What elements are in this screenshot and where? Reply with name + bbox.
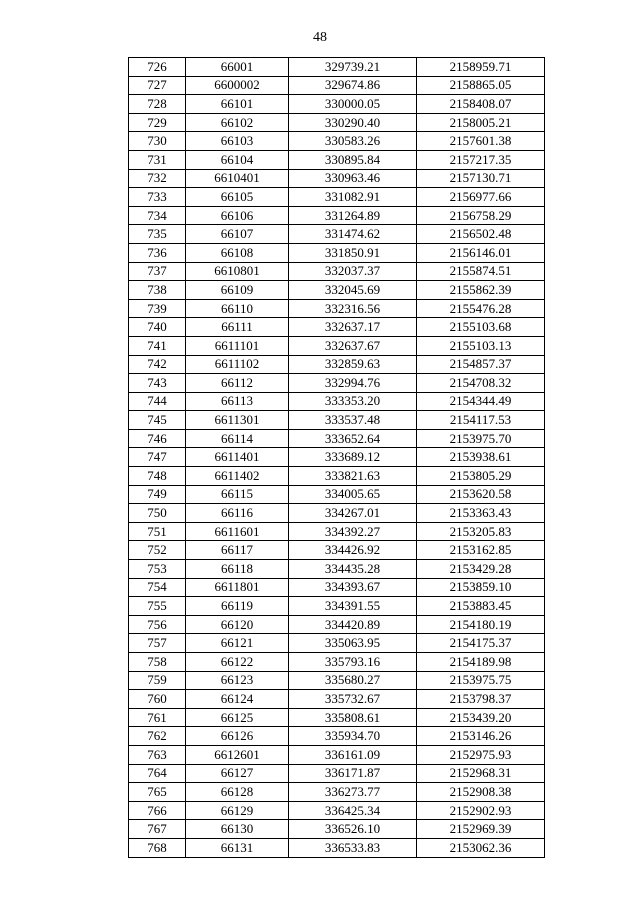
row-number-cell: 757: [129, 634, 186, 653]
page-number: 48: [313, 30, 327, 45]
y-coordinate-cell: 2157217.35: [417, 150, 545, 169]
table-row: [129, 355, 545, 374]
x-coordinate-cell: 330583.26: [289, 132, 417, 151]
x-coordinate-cell: 330895.84: [289, 150, 417, 169]
point-id-cell: 66104: [186, 150, 289, 169]
table-row: [129, 727, 545, 746]
row-number-cell: 764: [129, 764, 186, 783]
row-number-cell: 759: [129, 671, 186, 690]
table-row: [129, 597, 545, 616]
row-number-cell: 734: [129, 206, 186, 225]
row-number-cell: 766: [129, 801, 186, 820]
y-coordinate-cell: 2153146.26: [417, 727, 545, 746]
y-coordinate-cell: 2155103.68: [417, 318, 545, 337]
table-row: [129, 374, 545, 393]
y-coordinate-cell: 2154708.32: [417, 374, 545, 393]
y-coordinate-cell: 2153883.45: [417, 597, 545, 616]
row-number-cell: 767: [129, 820, 186, 839]
point-id-cell: 66110: [186, 299, 289, 318]
x-coordinate-cell: 336526.10: [289, 820, 417, 839]
x-coordinate-cell: 332637.17: [289, 318, 417, 337]
x-coordinate-cell: 332045.69: [289, 281, 417, 300]
row-number-cell: 738: [129, 281, 186, 300]
x-coordinate-cell: 332994.76: [289, 374, 417, 393]
row-number-cell: 765: [129, 783, 186, 802]
point-id-cell: 6610801: [186, 262, 289, 281]
x-coordinate-cell: 333821.63: [289, 467, 417, 486]
y-coordinate-cell: 2156502.48: [417, 225, 545, 244]
table-row: [129, 336, 545, 355]
y-coordinate-cell: 2152902.93: [417, 801, 545, 820]
x-coordinate-cell: 333689.12: [289, 448, 417, 467]
table-row: [129, 522, 545, 541]
row-number-cell: 768: [129, 838, 186, 857]
row-number-cell: 745: [129, 411, 186, 430]
table-row: [129, 318, 545, 337]
row-number-cell: 752: [129, 541, 186, 560]
y-coordinate-cell: 2153805.29: [417, 467, 545, 486]
table-row: [129, 671, 545, 690]
table-row: [129, 58, 545, 77]
table-row: [129, 615, 545, 634]
x-coordinate-cell: 330000.05: [289, 95, 417, 114]
x-coordinate-cell: 334393.67: [289, 578, 417, 597]
y-coordinate-cell: 2154117.53: [417, 411, 545, 430]
x-coordinate-cell: 334435.28: [289, 560, 417, 579]
table-row: [129, 448, 545, 467]
point-id-cell: 66118: [186, 560, 289, 579]
table-row: [129, 653, 545, 672]
y-coordinate-cell: 2153975.75: [417, 671, 545, 690]
point-id-cell: 66001: [186, 58, 289, 77]
y-coordinate-cell: 2155874.51: [417, 262, 545, 281]
y-coordinate-cell: 2156146.01: [417, 243, 545, 262]
y-coordinate-cell: 2152969.39: [417, 820, 545, 839]
x-coordinate-cell: 329674.86: [289, 76, 417, 95]
row-number-cell: 761: [129, 708, 186, 727]
x-coordinate-cell: 334391.55: [289, 597, 417, 616]
point-id-cell: 6611402: [186, 467, 289, 486]
point-id-cell: 6610401: [186, 169, 289, 188]
x-coordinate-cell: 334267.01: [289, 504, 417, 523]
y-coordinate-cell: 2154180.19: [417, 615, 545, 634]
point-id-cell: 66105: [186, 188, 289, 207]
y-coordinate-cell: 2154857.37: [417, 355, 545, 374]
x-coordinate-cell: 335063.95: [289, 634, 417, 653]
table-row: [129, 504, 545, 523]
y-coordinate-cell: 2154344.49: [417, 392, 545, 411]
row-number-cell: 762: [129, 727, 186, 746]
y-coordinate-cell: 2154175.37: [417, 634, 545, 653]
row-number-cell: 729: [129, 113, 186, 132]
table-row: [129, 764, 545, 783]
x-coordinate-cell: 331850.91: [289, 243, 417, 262]
row-number-cell: 735: [129, 225, 186, 244]
point-id-cell: 66102: [186, 113, 289, 132]
x-coordinate-cell: 334005.65: [289, 485, 417, 504]
point-id-cell: 6611301: [186, 411, 289, 430]
y-coordinate-cell: 2156758.29: [417, 206, 545, 225]
x-coordinate-cell: 333537.48: [289, 411, 417, 430]
y-coordinate-cell: 2155476.28: [417, 299, 545, 318]
row-number-cell: 754: [129, 578, 186, 597]
row-number-cell: 740: [129, 318, 186, 337]
x-coordinate-cell: 330963.46: [289, 169, 417, 188]
point-id-cell: 66123: [186, 671, 289, 690]
point-id-cell: 66127: [186, 764, 289, 783]
point-id-cell: 66109: [186, 281, 289, 300]
point-id-cell: 66115: [186, 485, 289, 504]
table-row: [129, 541, 545, 560]
x-coordinate-cell: 334420.89: [289, 615, 417, 634]
y-coordinate-cell: 2157130.71: [417, 169, 545, 188]
y-coordinate-cell: 2153062.36: [417, 838, 545, 857]
x-coordinate-cell: 332316.56: [289, 299, 417, 318]
row-number-cell: 753: [129, 560, 186, 579]
row-number-cell: 728: [129, 95, 186, 114]
row-number-cell: 737: [129, 262, 186, 281]
row-number-cell: 760: [129, 690, 186, 709]
table-row: [129, 392, 545, 411]
x-coordinate-cell: 336533.83: [289, 838, 417, 857]
row-number-cell: 731: [129, 150, 186, 169]
x-coordinate-cell: 333652.64: [289, 429, 417, 448]
table-row: [129, 76, 545, 95]
x-coordinate-cell: 331474.62: [289, 225, 417, 244]
point-id-cell: 66114: [186, 429, 289, 448]
table-row: [129, 281, 545, 300]
x-coordinate-cell: 336171.87: [289, 764, 417, 783]
point-id-cell: 66116: [186, 504, 289, 523]
y-coordinate-cell: 2152975.93: [417, 745, 545, 764]
table-row: [129, 262, 545, 281]
y-coordinate-cell: 2153429.28: [417, 560, 545, 579]
table-row: [129, 838, 545, 857]
y-coordinate-cell: 2153938.61: [417, 448, 545, 467]
y-coordinate-cell: 2155103.13: [417, 336, 545, 355]
row-number-cell: 755: [129, 597, 186, 616]
row-number-cell: 749: [129, 485, 186, 504]
point-id-cell: 66126: [186, 727, 289, 746]
table-row: [129, 429, 545, 448]
x-coordinate-cell: 335934.70: [289, 727, 417, 746]
row-number-cell: 747: [129, 448, 186, 467]
row-number-cell: 756: [129, 615, 186, 634]
y-coordinate-cell: 2154189.98: [417, 653, 545, 672]
y-coordinate-cell: 2153620.58: [417, 485, 545, 504]
table-row: [129, 95, 545, 114]
table-row: [129, 820, 545, 839]
point-id-cell: 6611801: [186, 578, 289, 597]
table-row: [129, 411, 545, 430]
point-id-cell: 66125: [186, 708, 289, 727]
point-id-cell: 66128: [186, 783, 289, 802]
x-coordinate-cell: 336273.77: [289, 783, 417, 802]
table-row: [129, 783, 545, 802]
table-row: [129, 299, 545, 318]
y-coordinate-cell: 2153975.70: [417, 429, 545, 448]
point-id-cell: 66124: [186, 690, 289, 709]
point-id-cell: 66107: [186, 225, 289, 244]
point-id-cell: 66122: [186, 653, 289, 672]
y-coordinate-cell: 2153205.83: [417, 522, 545, 541]
table-row: [129, 169, 545, 188]
y-coordinate-cell: 2157601.38: [417, 132, 545, 151]
point-id-cell: 66119: [186, 597, 289, 616]
point-id-cell: 66112: [186, 374, 289, 393]
point-id-cell: 6612601: [186, 745, 289, 764]
y-coordinate-cell: 2153363.43: [417, 504, 545, 523]
x-coordinate-cell: 331082.91: [289, 188, 417, 207]
point-id-cell: 66103: [186, 132, 289, 151]
point-id-cell: 66106: [186, 206, 289, 225]
table-row: [129, 467, 545, 486]
row-number-cell: 744: [129, 392, 186, 411]
table-row: [129, 132, 545, 151]
x-coordinate-cell: 332859.63: [289, 355, 417, 374]
row-number-cell: 733: [129, 188, 186, 207]
coordinates-table: [128, 57, 545, 858]
row-number-cell: 736: [129, 243, 186, 262]
point-id-cell: 66108: [186, 243, 289, 262]
table-row: [129, 206, 545, 225]
table-row: [129, 801, 545, 820]
table-row: [129, 745, 545, 764]
table-row: [129, 225, 545, 244]
row-number-cell: 732: [129, 169, 186, 188]
x-coordinate-cell: 333353.20: [289, 392, 417, 411]
row-number-cell: 748: [129, 467, 186, 486]
row-number-cell: 763: [129, 745, 186, 764]
y-coordinate-cell: 2152968.31: [417, 764, 545, 783]
point-id-cell: 66121: [186, 634, 289, 653]
table-row: [129, 708, 545, 727]
table-row: [129, 634, 545, 653]
point-id-cell: 6611601: [186, 522, 289, 541]
row-number-cell: 750: [129, 504, 186, 523]
y-coordinate-cell: 2158408.07: [417, 95, 545, 114]
table-row: [129, 485, 545, 504]
point-id-cell: 6611401: [186, 448, 289, 467]
table-body: [129, 58, 545, 858]
table-row: [129, 150, 545, 169]
x-coordinate-cell: 332037.37: [289, 262, 417, 281]
x-coordinate-cell: 335793.16: [289, 653, 417, 672]
point-id-cell: 6611101: [186, 336, 289, 355]
x-coordinate-cell: 334392.27: [289, 522, 417, 541]
point-id-cell: 66130: [186, 820, 289, 839]
row-number-cell: 739: [129, 299, 186, 318]
point-id-cell: 66111: [186, 318, 289, 337]
row-number-cell: 751: [129, 522, 186, 541]
y-coordinate-cell: 2158005.21: [417, 113, 545, 132]
y-coordinate-cell: 2153439.20: [417, 708, 545, 727]
x-coordinate-cell: 330290.40: [289, 113, 417, 132]
x-coordinate-cell: 329739.21: [289, 58, 417, 77]
x-coordinate-cell: 334426.92: [289, 541, 417, 560]
point-id-cell: 66129: [186, 801, 289, 820]
x-coordinate-cell: 332637.67: [289, 336, 417, 355]
point-id-cell: 66101: [186, 95, 289, 114]
row-number-cell: 726: [129, 58, 186, 77]
point-id-cell: 66117: [186, 541, 289, 560]
table-row: [129, 243, 545, 262]
x-coordinate-cell: 331264.89: [289, 206, 417, 225]
y-coordinate-cell: 2153162.85: [417, 541, 545, 560]
row-number-cell: 730: [129, 132, 186, 151]
row-number-cell: 727: [129, 76, 186, 95]
row-number-cell: 741: [129, 336, 186, 355]
row-number-cell: 742: [129, 355, 186, 374]
table-row: [129, 188, 545, 207]
x-coordinate-cell: 335808.61: [289, 708, 417, 727]
y-coordinate-cell: 2153859.10: [417, 578, 545, 597]
x-coordinate-cell: 336161.09: [289, 745, 417, 764]
y-coordinate-cell: 2158865.05: [417, 76, 545, 95]
y-coordinate-cell: 2158959.71: [417, 58, 545, 77]
row-number-cell: 758: [129, 653, 186, 672]
table-row: [129, 578, 545, 597]
y-coordinate-cell: 2152908.38: [417, 783, 545, 802]
x-coordinate-cell: 335680.27: [289, 671, 417, 690]
point-id-cell: 6600002: [186, 76, 289, 95]
y-coordinate-cell: 2153798.37: [417, 690, 545, 709]
table-row: [129, 690, 545, 709]
point-id-cell: 66120: [186, 615, 289, 634]
x-coordinate-cell: 335732.67: [289, 690, 417, 709]
table-row: [129, 560, 545, 579]
point-id-cell: 66131: [186, 838, 289, 857]
point-id-cell: 6611102: [186, 355, 289, 374]
y-coordinate-cell: 2155862.39: [417, 281, 545, 300]
point-id-cell: 66113: [186, 392, 289, 411]
table-row: [129, 113, 545, 132]
y-coordinate-cell: 2156977.66: [417, 188, 545, 207]
x-coordinate-cell: 336425.34: [289, 801, 417, 820]
row-number-cell: 743: [129, 374, 186, 393]
row-number-cell: 746: [129, 429, 186, 448]
